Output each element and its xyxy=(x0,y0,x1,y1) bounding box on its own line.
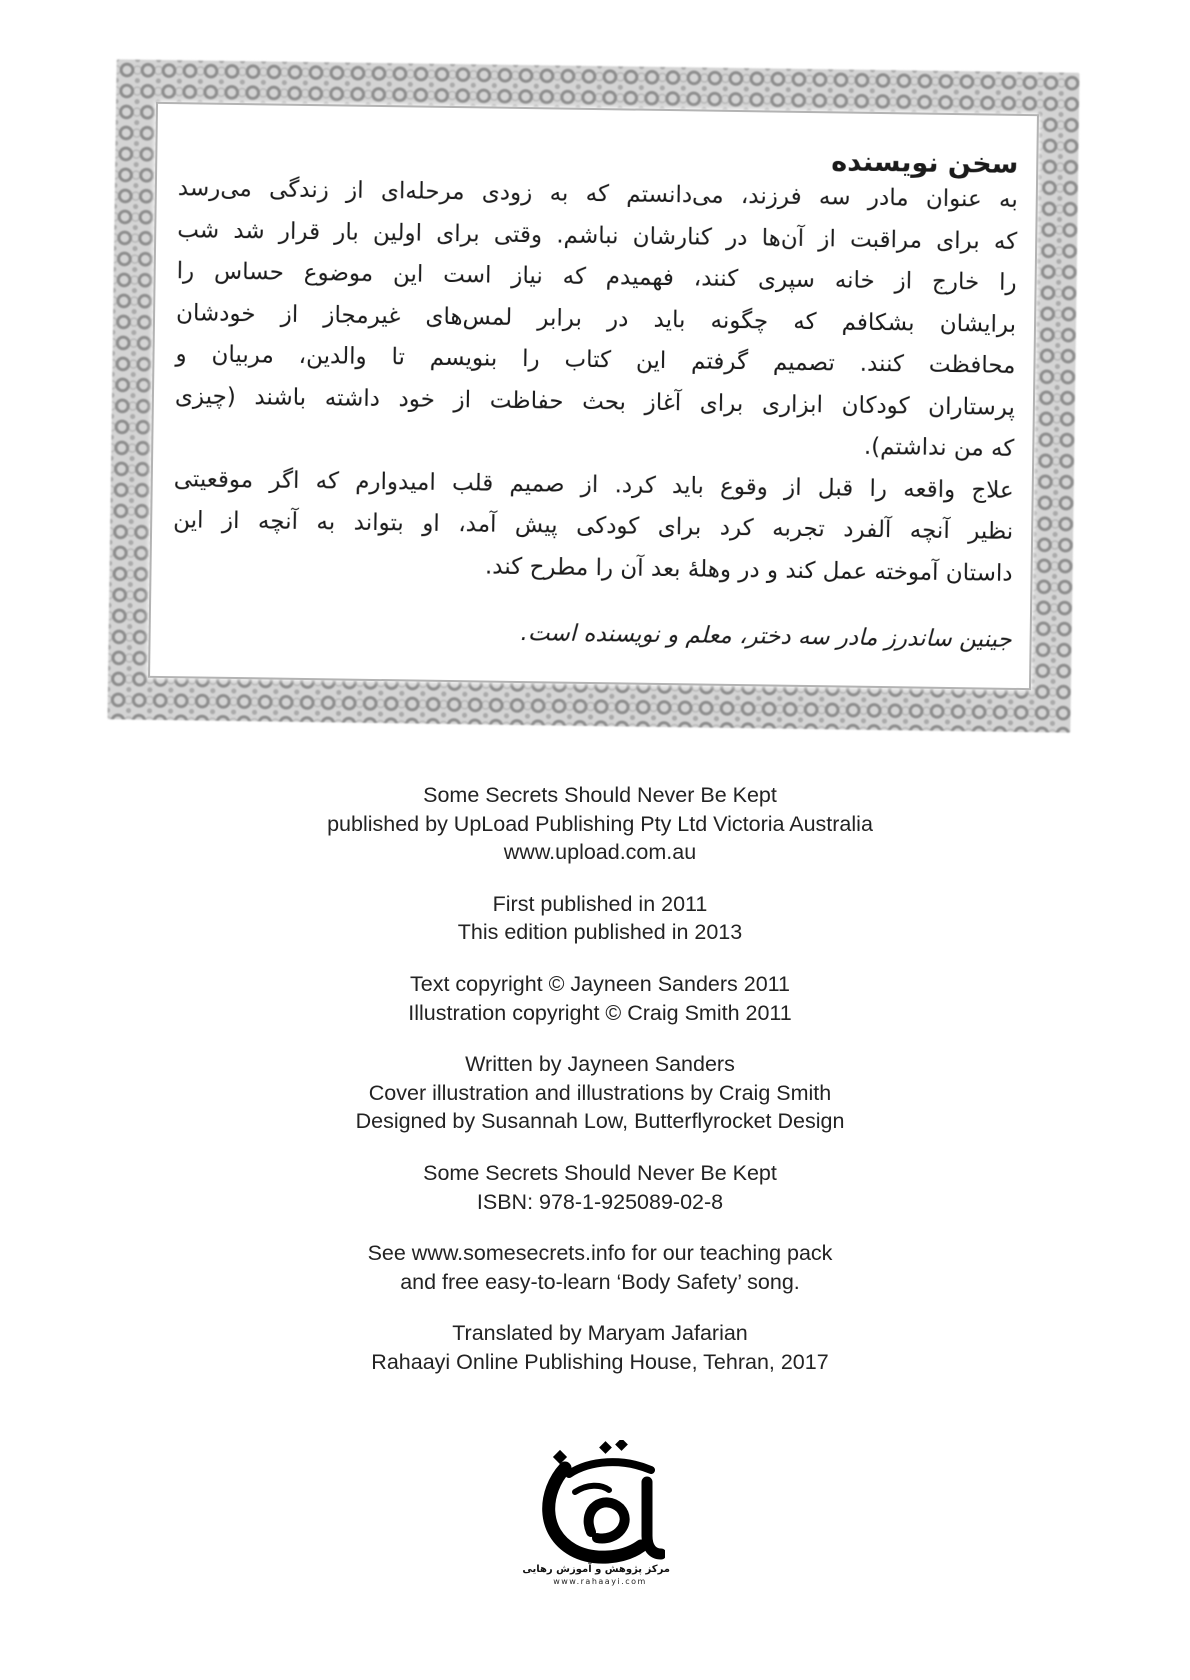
isbn-block xyxy=(10,1159,1190,1216)
author-note-text xyxy=(171,138,1018,661)
author-note-frame xyxy=(107,59,1079,732)
resources-line: See www.somesecrets.info for our teaching pack xyxy=(367,1241,833,1266)
resources-line: and free easy-to-learn ‘Body Safety’ song. xyxy=(400,1269,800,1294)
author-note-title: سخن نویسنده xyxy=(831,146,1019,180)
publisher-block xyxy=(10,781,1190,867)
author-note-line: به عنوان مادر سه فرزند، می‌دانستم که به زودی مرحله‌ای از زندگی می‌رسد xyxy=(177,175,1018,213)
illustrator-credit: Cover illustration and illustrations by Craig Smith xyxy=(368,1080,832,1105)
copyright-block xyxy=(10,970,1190,1027)
publisher-website: www.upload.com.au xyxy=(503,840,697,865)
designer-credit: Designed by Susannah Low, Butterflyrocket Design xyxy=(355,1109,845,1134)
publisher-line: published by UpLoad Publishing Pty Ltd Victoria Australia xyxy=(327,811,873,836)
translation-block xyxy=(10,1319,1190,1376)
rahaayi-logo xyxy=(522,1440,670,1590)
author-note-line: برایشان بشکافم که چگونه باید در برابر لمس‌های غیرمجاز از خودشان xyxy=(175,299,1017,338)
author-note-line: که برای مراقبت از آن‌ها در کنارشان نباشم. وقتی برای اولین بار قرار شد شب xyxy=(177,216,1018,255)
credits-block xyxy=(10,1050,1190,1136)
translator-credit: Translated by Maryam Jafarian xyxy=(452,1321,748,1346)
author-note-line: نظیر آنچه آلفرد تجربه کرد برای کودکی پیش آمد، او بتواند به آنچه از این xyxy=(173,507,1014,545)
text-copyright: Text copyright © Jayneen Sanders 2011 xyxy=(410,971,790,996)
isbn: ISBN: 978-1-925089-02-8 xyxy=(476,1189,724,1214)
book-title: Some Secrets Should Never Be Kept xyxy=(423,1160,777,1185)
author-note-line: که من نداشتم). xyxy=(863,433,1015,462)
first-published: First published in 2011 xyxy=(492,891,708,916)
author-note-line: پرستاران کودکان ابزاری برای آغاز بحث حفاظت از خود داشته باشند (چیزی xyxy=(174,382,1016,421)
logo-caption: مرکز پژوهش و آموزش رهایی xyxy=(522,1564,670,1575)
illustration-copyright: Illustration copyright © Craig Smith 2011 xyxy=(408,1000,792,1025)
logo-website: www.rahaayi.com xyxy=(553,1577,647,1586)
rahaayi-logo-mark xyxy=(535,1440,665,1565)
author-note-line: را خارج از خانه سپری کنند، فهمیدم که نیاز است این موضوع حساس را xyxy=(176,258,1017,296)
resources-block xyxy=(10,1239,1190,1296)
book-title: Some Secrets Should Never Be Kept xyxy=(423,783,777,807)
edition-block xyxy=(10,890,1190,947)
author-signature: جینین ساندرز مادر سه دختر، معلم و نویسنده است. xyxy=(520,620,1012,653)
author-note-line: محافظت کنند. تصمیم گرفتم این کتاب را بنویسم تا والدین، مربیان و xyxy=(175,341,1016,379)
edition-published: This edition published in 2013 xyxy=(457,920,743,945)
imprint xyxy=(10,781,1190,1377)
author-note-line: علاج واقعه را قبل از وقوع باید کرد. از صمیم قلب امیدوارم که اگر موقعیتی xyxy=(173,465,1014,504)
author-credit: Written by Jayneen Sanders xyxy=(465,1052,735,1077)
author-note-line: داستان آموخته عمل کند و در وهلهٔ بعد آن را مطرح کند. xyxy=(484,553,1013,587)
translation-publisher: Rahaayi Online Publishing House, Tehran, 2017 xyxy=(371,1349,829,1374)
